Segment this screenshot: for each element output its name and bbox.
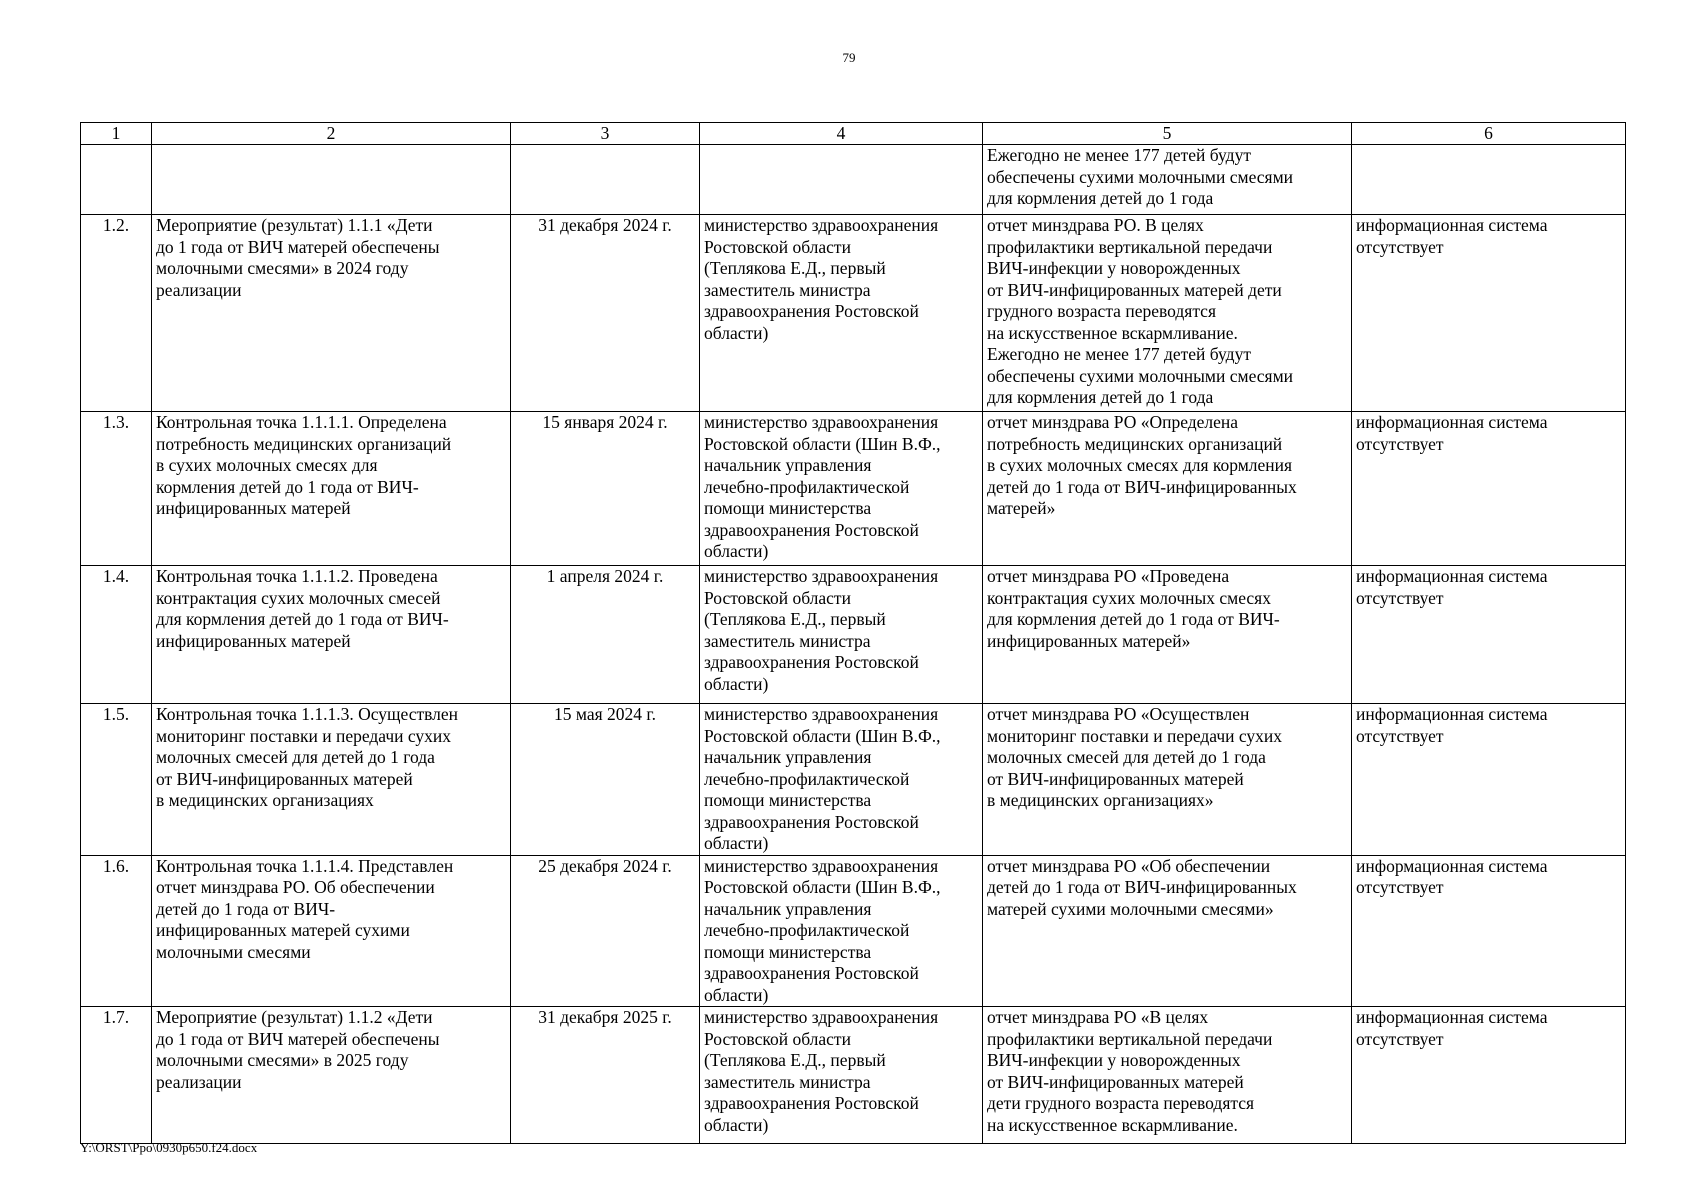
measure-name: [152, 145, 511, 215]
measure-name: Мероприятие (результат) 1.1.2 «Дети до 1 года от ВИЧ матерей обеспечены молочными смесями» в 2025 году реализации: [152, 1007, 511, 1144]
information-system: информационная система отсутствует: [1352, 1007, 1626, 1144]
result-document: отчет минздрава РО «Об обеспечении детей до 1 года от ВИЧ-инфицированных матерей сухими молочными смесями»: [983, 855, 1352, 1007]
responsible-party: министерство здравоохранения Ростовской области (Шин В.Ф., начальник управления лечебно-профилактической помощи министерства здравоохранения Ростовской области): [700, 412, 983, 566]
deadline-date: 1 апреля 2024 г.: [511, 566, 700, 704]
result-document: отчет минздрава РО «Проведена контрактация сухих молочных смесях для кормления детей до 1 года от ВИЧ- инфицированных матерей»: [983, 566, 1352, 704]
measure-name: Мероприятие (результат) 1.1.1 «Дети до 1 года от ВИЧ матерей обеспечены молочными смесями» в 2024 году реализации: [152, 215, 511, 412]
deadline-date: 31 декабря 2025 г.: [511, 1007, 700, 1144]
responsible-party: министерство здравоохранения Ростовской области (Теплякова Е.Д., первый заместитель министра здравоохранения Ростовской области): [700, 566, 983, 704]
column-header-3: 3: [511, 123, 700, 145]
responsible-party: министерство здравоохранения Ростовской области (Шин В.Ф., начальник управления лечебно-профилактической помощи министерства здравоохранения Ростовской области): [700, 855, 983, 1007]
column-header-5: 5: [983, 123, 1352, 145]
responsible-party: министерство здравоохранения Ростовской области (Теплякова Е.Д., первый заместитель министра здравоохранения Ростовской области): [700, 1007, 983, 1144]
row-number: 1.6.: [81, 855, 152, 1007]
information-system: информационная система отсутствует: [1352, 412, 1626, 566]
information-system: информационная система отсутствует: [1352, 215, 1626, 412]
table-row: [81, 704, 1626, 856]
row-number: 1.3.: [81, 412, 152, 566]
result-document: Ежегодно не менее 177 детей будут обеспечены сухими молочными смесями для кормления детей до 1 года: [983, 145, 1352, 215]
page-number: 79: [842, 50, 856, 65]
column-header-4: 4: [700, 123, 983, 145]
table-header-row: [81, 123, 1626, 145]
deadline-date: 31 декабря 2024 г.: [511, 215, 700, 412]
row-number: [81, 145, 152, 215]
information-system: информационная система отсутствует: [1352, 704, 1626, 856]
table-row: [81, 566, 1626, 704]
table-row: [81, 215, 1626, 412]
responsible-party: министерство здравоохранения Ростовской области (Теплякова Е.Д., первый заместитель министра здравоохранения Ростовской области): [700, 215, 983, 412]
result-document: отчет минздрава РО. В целях профилактики вертикальной передачи ВИЧ-инфекции у новорожденных от ВИЧ-инфицированных матерей дети грудного возраста переводятся на искусственное вскармливание. Ежегодно не менее 177 детей будут обеспечены сухими молочными смесями для кормления детей до 1 года: [983, 215, 1352, 412]
measure-name: Контрольная точка 1.1.1.1. Определена потребность медицинских организаций в сухих молочных смесях для кормления детей до 1 года от ВИЧ- инфицированных матерей: [152, 412, 511, 566]
measure-name: Контрольная точка 1.1.1.3. Осуществлен мониторинг поставки и передачи сухих молочных смесей для детей до 1 года от ВИЧ-инфицированных матерей в медицинских организациях: [152, 704, 511, 856]
column-header-2: 2: [152, 123, 511, 145]
table-row: [81, 855, 1626, 1007]
information-system: [1352, 145, 1626, 215]
deadline-date: 15 января 2024 г.: [511, 412, 700, 566]
result-document: отчет минздрава РО «Определена потребность медицинских организаций в сухих молочных смесях для кормления детей до 1 года от ВИЧ-инфицированных матерей»: [983, 412, 1352, 566]
information-system: информационная система отсутствует: [1352, 566, 1626, 704]
measure-name: Контрольная точка 1.1.1.2. Проведена контрактация сухих молочных смесей для кормления детей до 1 года от ВИЧ- инфицированных матерей: [152, 566, 511, 704]
column-header-1: 1: [81, 123, 152, 145]
information-system: информационная система отсутствует: [1352, 855, 1626, 1007]
column-header-6: 6: [1352, 123, 1626, 145]
row-number: 1.2.: [81, 215, 152, 412]
deadline-date: 15 мая 2024 г.: [511, 704, 700, 856]
row-number: 1.4.: [81, 566, 152, 704]
footer-file-path: Y:\ORST\Ppo\0930p650.f24.docx: [80, 1140, 258, 1155]
row-number: 1.5.: [81, 704, 152, 856]
result-document: отчет минздрава РО «В целях профилактики вертикальной передачи ВИЧ-инфекции у новорожденных от ВИЧ-инфицированных матерей дети грудного возраста переводятся на искусственное вскармливание.: [983, 1007, 1352, 1144]
responsible-party: министерство здравоохранения Ростовской области (Шин В.Ф., начальник управления лечебно-профилактической помощи министерства здравоохранения Ростовской области): [700, 704, 983, 856]
table-row: [81, 412, 1626, 566]
measure-name: Контрольная точка 1.1.1.4. Представлен отчет минздрава РО. Об обеспечении детей до 1 года от ВИЧ- инфицированных матерей сухими молочными смесями: [152, 855, 511, 1007]
deadline-date: 25 декабря 2024 г.: [511, 855, 700, 1007]
table-row: [81, 145, 1626, 215]
measures-table: [80, 122, 1626, 1144]
table-row: [81, 1007, 1626, 1144]
responsible-party: [700, 145, 983, 215]
deadline-date: [511, 145, 700, 215]
result-document: отчет минздрава РО «Осуществлен мониторинг поставки и передачи сухих молочных смесей для детей до 1 года от ВИЧ-инфицированных матерей в медицинских организациях»: [983, 704, 1352, 856]
row-number: 1.7.: [81, 1007, 152, 1144]
